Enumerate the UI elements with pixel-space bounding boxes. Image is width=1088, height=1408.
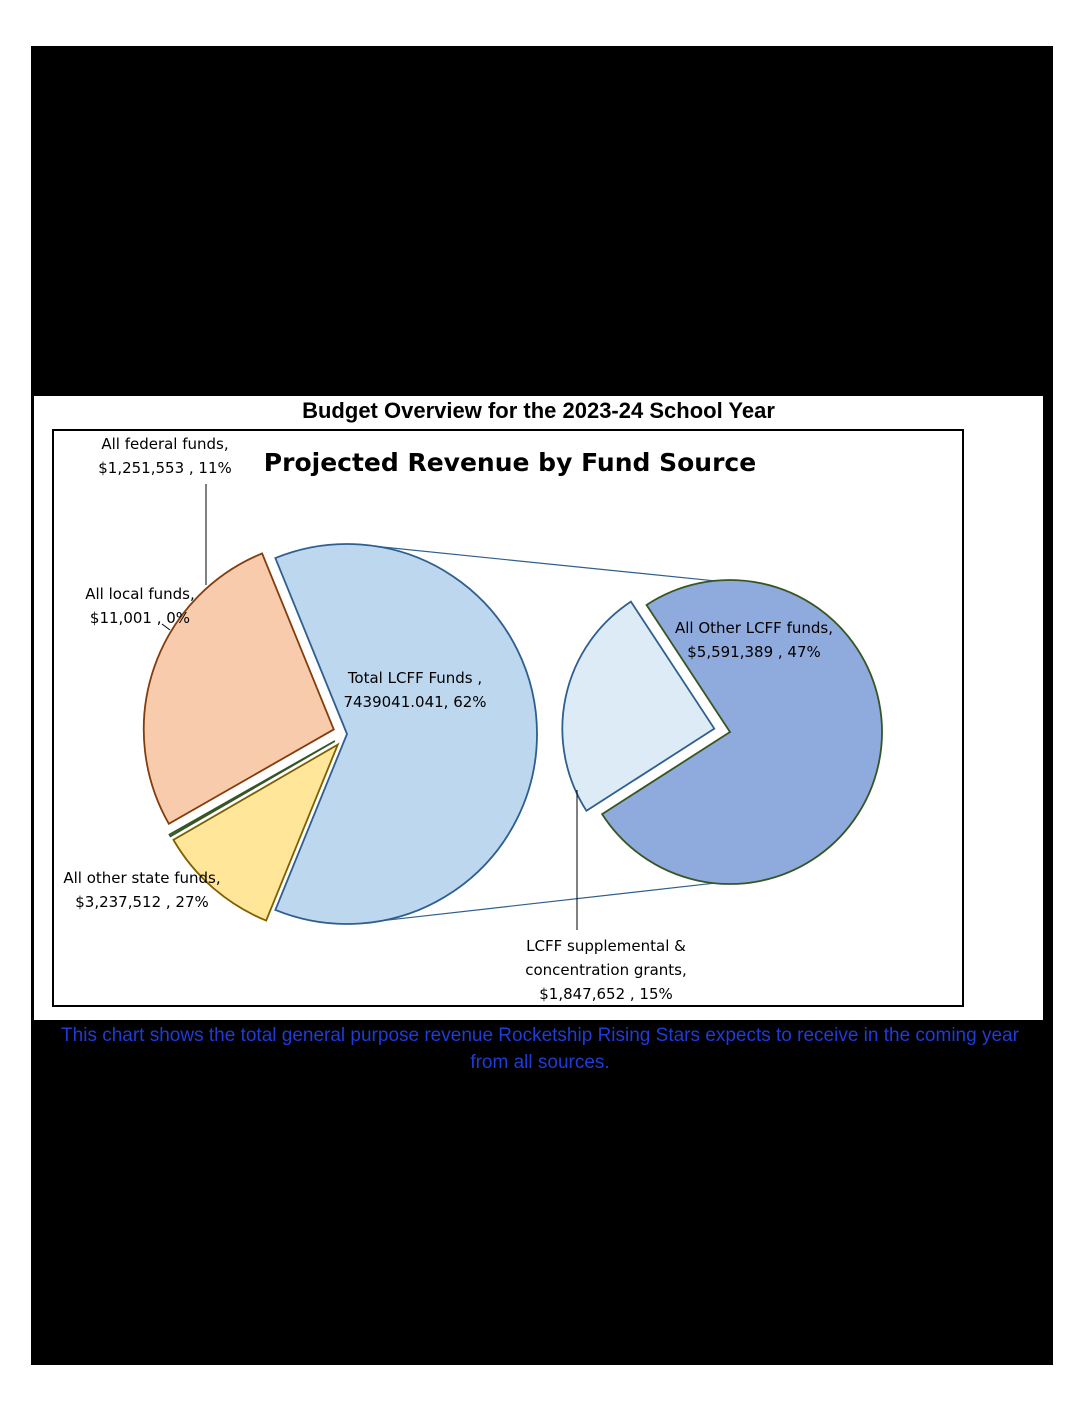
label-line: $1,847,652 , 15% bbox=[539, 985, 673, 1003]
chart-title: Projected Revenue by Fund Source bbox=[263, 448, 757, 477]
label-line: All local funds, bbox=[85, 585, 195, 603]
label-line: $3,237,512 , 27% bbox=[75, 893, 209, 911]
data-label-other-state-funds bbox=[42, 866, 242, 914]
data-label-supplemental-concentration bbox=[496, 934, 716, 1006]
label-line: Total LCFF Funds , bbox=[347, 669, 483, 687]
label-line: All Other LCFF funds, bbox=[675, 619, 833, 637]
data-label-other-lcff bbox=[644, 616, 864, 664]
label-line: $5,591,389 , 47% bbox=[687, 643, 821, 661]
label-line: All other state funds, bbox=[63, 869, 221, 887]
page-heading: Budget Overview for the 2023-24 School Year bbox=[302, 398, 775, 423]
data-label-total-lcff bbox=[315, 666, 515, 714]
data-label-federal-funds bbox=[60, 432, 270, 480]
label-line: All federal funds, bbox=[101, 435, 229, 453]
label-line: concentration grants, bbox=[525, 961, 687, 979]
label-line: LCFF supplemental & bbox=[526, 937, 686, 955]
data-label-local-funds bbox=[50, 582, 230, 630]
label-line: 7439041.041, 62% bbox=[343, 693, 487, 711]
chart-caption: This chart shows the total general purpose revenue Rocketship Rising Stars expects to receive in the coming year from all sources. bbox=[61, 1025, 1019, 1073]
label-line: $11,001 , 0% bbox=[89, 609, 191, 627]
label-line: $1,251,553 , 11% bbox=[98, 459, 232, 477]
